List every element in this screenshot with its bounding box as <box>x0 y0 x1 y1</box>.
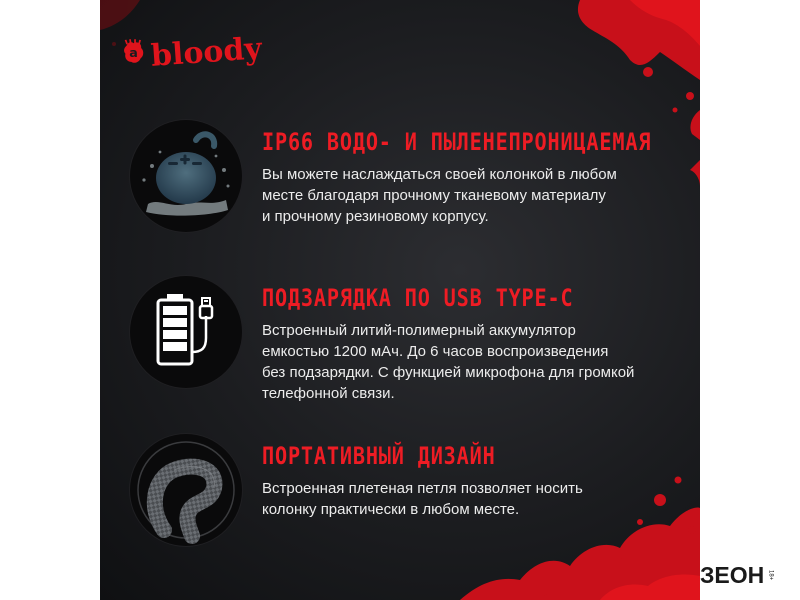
feature-description-line: телефонной связи. <box>262 385 395 402</box>
feature-title: IP66 ВОДО- И ПЫЛЕНЕПРОНИЦАЕМАЯ <box>262 128 652 156</box>
feature-portable-design <box>130 434 700 554</box>
feature-description <box>262 320 682 404</box>
brand-logo-text: bloody <box>150 30 264 74</box>
feature-description-line: Встроенная плетеная петля позволяет носить <box>262 480 583 497</box>
waterproof-speaker-icon <box>130 120 242 232</box>
feature-title: ПОРТАТИВНЫЙ ДИЗАЙН <box>262 442 496 470</box>
feature-description-line: и прочному резиновому корпусу. <box>262 208 489 225</box>
feature-description-line: емкостью 1200 мАч. До 6 часов воспроизведения <box>262 343 609 360</box>
svg-text:a: a <box>129 46 138 62</box>
feature-description <box>262 478 682 520</box>
feature-description-line: Вы можете наслаждаться своей колонкой в любом <box>262 166 617 183</box>
store-watermark-sub: 18+ <box>767 569 774 581</box>
store-watermark <box>700 560 800 590</box>
brand-logo <box>122 30 262 74</box>
battery-usb-icon <box>130 276 242 388</box>
feature-description-line: без подзарядки. С функцией микрофона для громкой <box>262 364 635 381</box>
promo-poster <box>100 0 700 600</box>
feature-description-line: Встроенный литий-полимерный аккумулятор <box>262 322 576 339</box>
woven-strap-icon <box>130 434 242 546</box>
feature-title: ПОДЗАРЯДКА ПО USB TYPE-C <box>262 284 574 312</box>
feature-description <box>262 164 682 227</box>
feature-description-line: колонку практически в любом месте. <box>262 501 520 518</box>
feature-waterproof <box>130 120 700 240</box>
store-watermark-text: ЗЕОН <box>700 561 765 588</box>
feature-description-line: месте благодаря прочному тканевому материалу <box>262 187 606 204</box>
feature-usb-charging <box>130 276 700 402</box>
bloody-hand-logo-icon <box>122 31 145 73</box>
